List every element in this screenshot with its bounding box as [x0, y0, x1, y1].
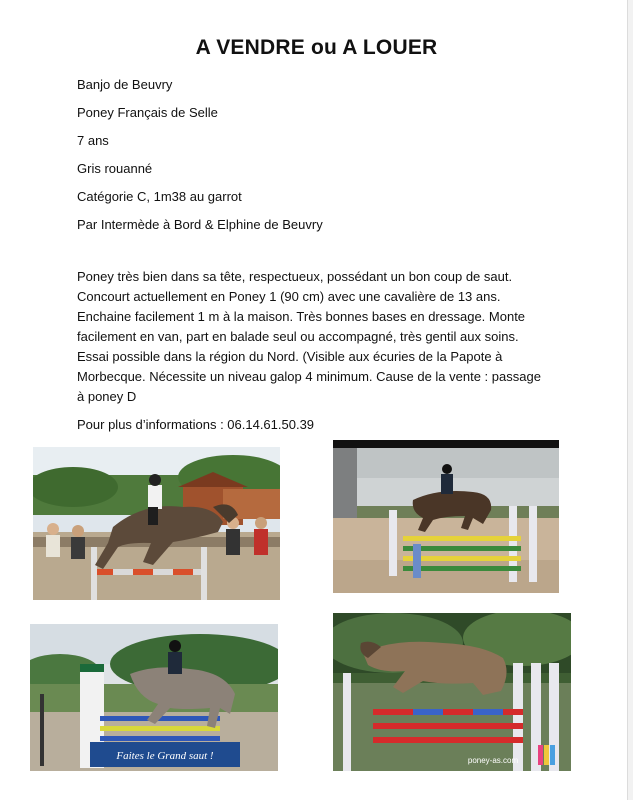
detail-category: Catégorie C, 1m38 au garrot: [77, 189, 242, 204]
detail-pedigree: Par Intermède à Bord & Elphine de Beuvry: [77, 217, 323, 232]
description-paragraph: [77, 267, 567, 407]
detail-age: 7 ans: [77, 133, 109, 148]
description-line: Poney très bien dans sa tête, respectueux, possédant un bon coup de saut.: [77, 269, 513, 284]
detail-name: Banjo de Beuvry: [77, 77, 173, 92]
detail-color: Gris rouanné: [77, 161, 153, 176]
photo4-watermark: poney-as.com: [467, 756, 519, 765]
detail-breed: Poney Français de Selle: [77, 105, 218, 120]
description-line: Enchaine facilement 1 m à la maison. Très bonnes bases en dressage. Monte: [77, 309, 526, 324]
description-line: Morbecque. Nécessite un niveau galop 4 minimum. Cause de la vente : passage: [77, 369, 541, 384]
description-line: Essai possible dans la région du Nord. (Visible aux écuries de la Papote à: [77, 349, 503, 364]
photo-banner-jump: [30, 624, 278, 771]
photo-closeup-jump: [333, 613, 571, 771]
photo-arena-jump: [333, 440, 559, 593]
description-line: facilement en van, part en balade seul ou accompagné, très gentil aux soins.: [77, 329, 519, 344]
contact-line: Pour plus d’informations : 06.14.61.50.39: [77, 417, 315, 432]
description-line: à poney D: [77, 389, 137, 404]
description-line: Concourt actuellement en Poney 1 (90 cm) avec une cavalière de 13 ans.: [77, 289, 501, 304]
photo3-banner-text: Faites le Grand saut !: [116, 750, 214, 762]
page-edge: [627, 0, 633, 800]
photo-competition-jump: [33, 447, 280, 600]
page-title: A VENDRE ou A LOUER: [195, 36, 438, 59]
